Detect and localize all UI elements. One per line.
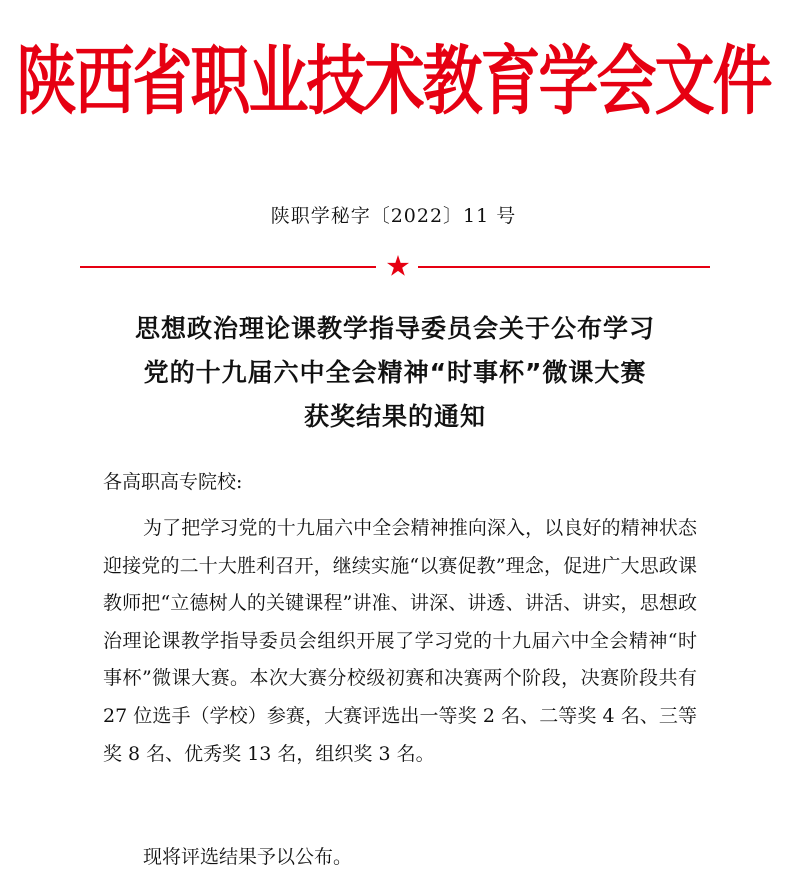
body-paragraph-2: 现将评选结果予以公布。 bbox=[143, 846, 353, 868]
title-line-3: 获奖结果的通知 bbox=[303, 402, 486, 431]
masthead-title: 陕西省职业技术教育学会文件 bbox=[16, 38, 771, 126]
title-line-1: 思想政治理论课教学指导委员会关于公布学习 bbox=[134, 314, 655, 343]
red-star-icon bbox=[386, 254, 410, 278]
body-paragraph-1: 为了把学习党的十九届六中全会精神推向深入，以良好的精神状态迎接党的二十大胜利召开，继续实施“以赛促教”理念，促进广大思政课教师把“立德树人的关键课程”讲准、讲深、讲透、讲活、讲实，思想政治理论课教学指导委员会组织开展了学习党的十九届六中全会精神“时事杯”微课大赛。本次大赛分校级初赛和决赛两个阶段，决赛阶段共有 27 位选手（学校）参赛，大赛评选出一等奖 2 名、二等奖 4 名、三等奖 8 名、优秀奖 13 名，组织奖 3 名。 bbox=[103, 517, 697, 765]
red-divider-right bbox=[418, 266, 710, 268]
salutation: 各高职高专院校: bbox=[103, 471, 243, 493]
notice-title bbox=[80, 307, 710, 439]
title-line-2: 党的十九届六中全会精神“时事杯”微课大赛 bbox=[143, 358, 647, 387]
red-divider-left bbox=[80, 266, 376, 268]
document-number: 陕职学秘字〔2022〕11 号 bbox=[270, 205, 517, 227]
